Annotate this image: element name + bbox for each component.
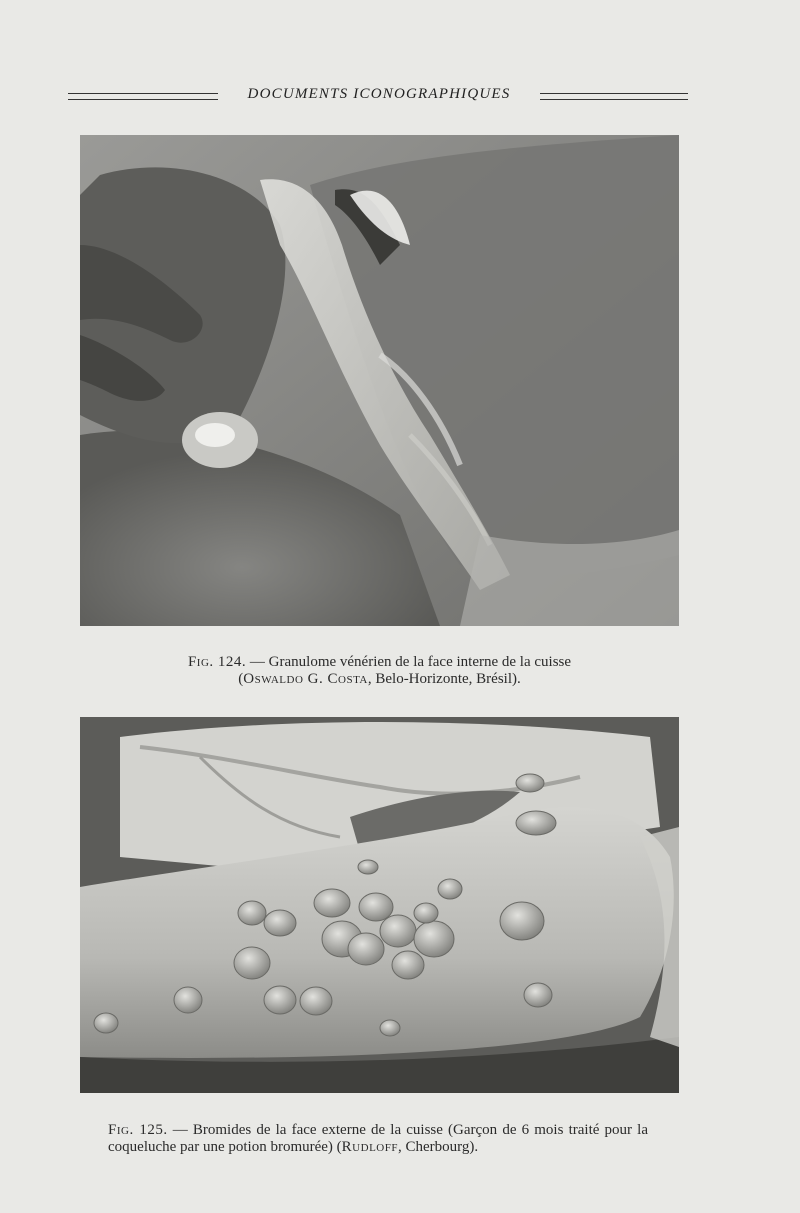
figure-124-credit-rest: , Belo-Horizonte, Brésil). [367,671,521,687]
figure-124-image [80,135,679,626]
figure-124-photograph [80,135,679,626]
figure-125-label: Fig. 125. [108,1122,168,1138]
running-header [68,86,688,106]
figure-124-credit-name: Oswaldo G. Costa [243,671,368,687]
figure-125-credit-rest: , Cherbourg). [397,1139,479,1155]
figure-125-caption [108,1122,648,1156]
header-title: DOCUMENTS ICONOGRAPHIQUES [247,86,511,102]
figure-124-caption-text: — Granulome vénérien de la face interne de la cuisse [249,654,572,670]
figure-124-caption [80,654,679,688]
figure-125-photograph [80,717,679,1093]
figure-124-label: Fig. 124. [187,654,247,670]
header-rule-right [540,93,688,100]
header-rule-left [68,93,218,100]
figure-125-caption-text: — Bromides de la face externe de la cuisse (Garçon de 6 mois traité pour la coqueluche par une potion bromurée) ( [108,1122,648,1155]
figure-125-credit-name: Rudloff [341,1139,398,1155]
figure-125-image [80,717,679,1093]
figure-124-credit-open: ( [238,671,244,687]
